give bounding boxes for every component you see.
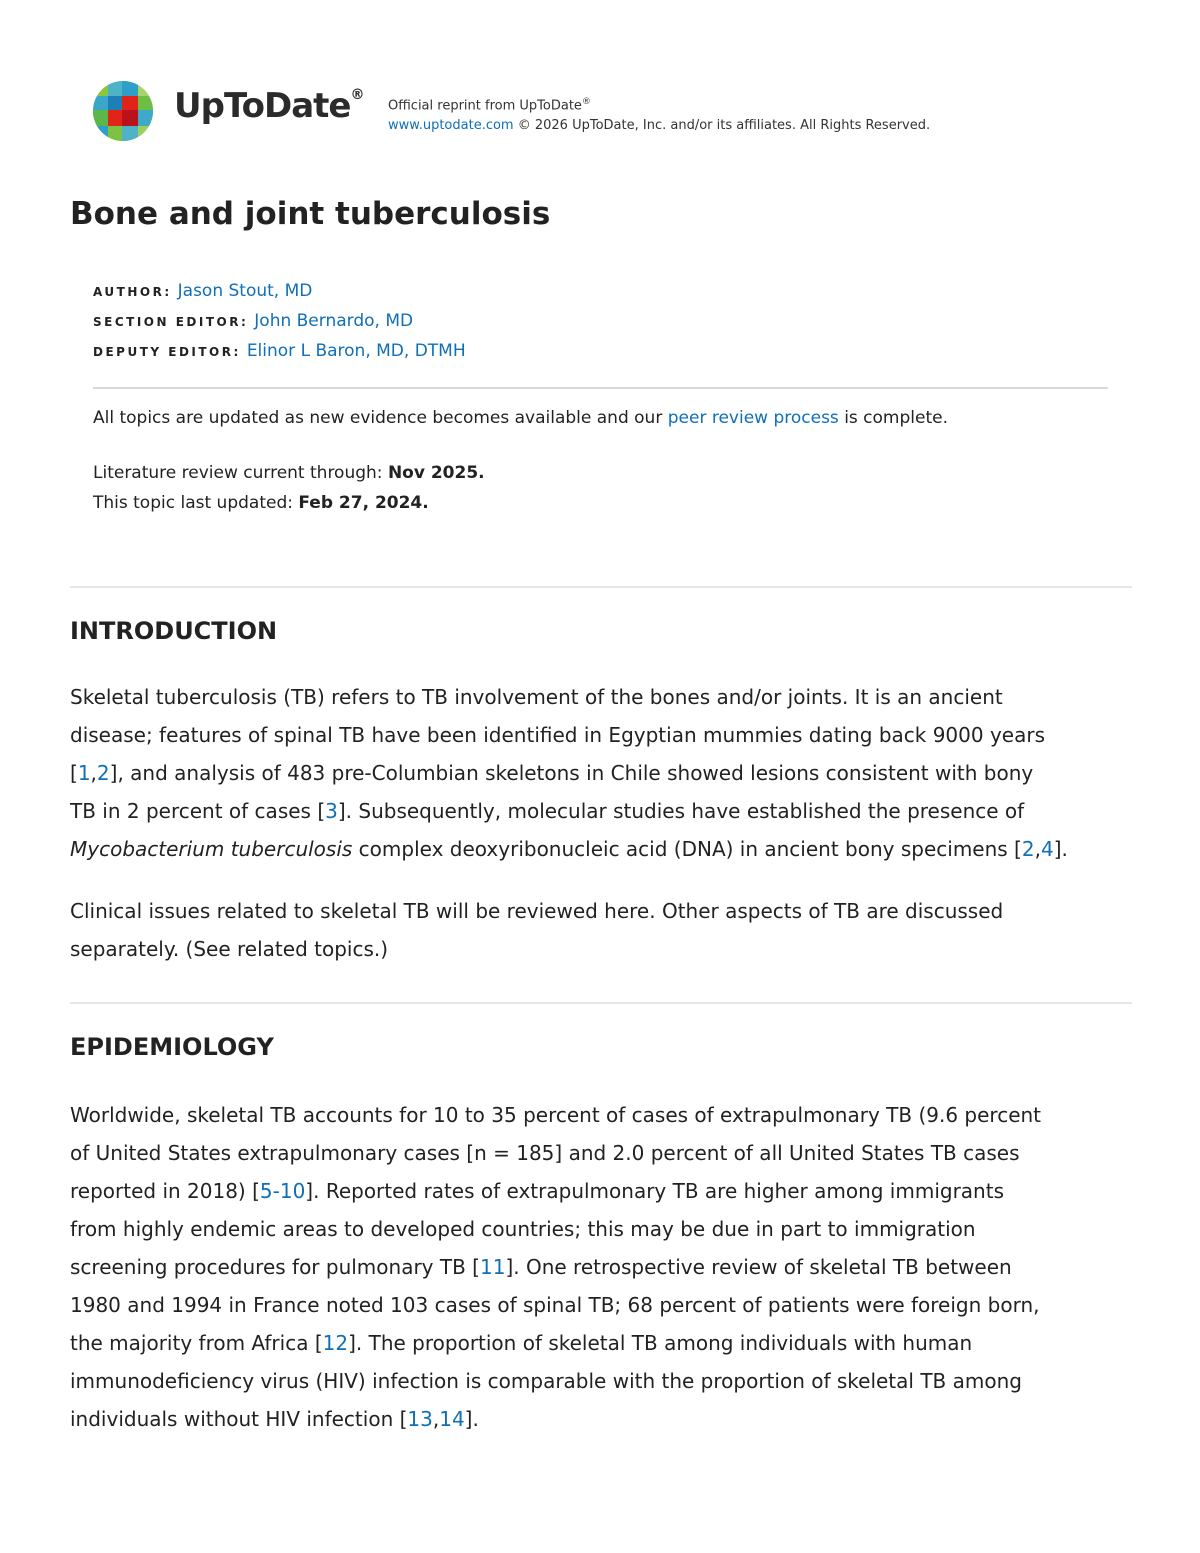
review-dates	[93, 458, 485, 518]
text-line: from highly endemic areas to developed countries; this may be due in part to immigration	[70, 1217, 976, 1241]
author-link[interactable]: Jason Stout, MD	[177, 281, 313, 301]
text-line: disease; features of spinal TB have been identified in Egyptian mummies dating back 9000 years	[70, 723, 1045, 747]
citation-link[interactable]: 4	[1040, 837, 1054, 861]
update-note	[93, 404, 948, 432]
topic-title: Bone and joint tuberculosis	[70, 196, 551, 232]
text-fragment: ].	[1053, 837, 1068, 861]
last-updated-label: This topic last updated:	[93, 493, 299, 513]
text-fragment: reported in 2018) [	[70, 1179, 260, 1203]
text-fragment: ]. One retrospective review of skeletal TB between	[505, 1255, 1012, 1279]
literature-review-label: Literature review current through:	[93, 463, 388, 483]
text-fragment: ], and analysis of 483 pre-Columbian skeletons in Chile showed lesions consistent with bony	[109, 761, 1034, 785]
citation-link[interactable]: 5-10	[259, 1179, 306, 1203]
last-updated-date: Feb 27, 2024.	[298, 493, 429, 513]
citation-link[interactable]: 12	[322, 1331, 349, 1355]
organism-name: Mycobacterium tuberculosis	[70, 837, 353, 861]
text-fragment: the majority from Africa [	[70, 1331, 323, 1355]
text-line	[70, 1248, 1132, 1286]
text-fragment: individuals without HIV infection [	[70, 1407, 408, 1431]
text-fragment: ].	[464, 1407, 479, 1431]
text-fragment: ,	[432, 1407, 440, 1431]
epidemiology-divider	[70, 1002, 1132, 1004]
section-editor-row	[93, 306, 1108, 336]
text-line: of United States extrapulmonary cases [n = 185] and 2.0 percent of all United States TB cases	[70, 1141, 1020, 1165]
peer-review-process-link[interactable]: peer review process	[667, 408, 839, 428]
epidemiology-heading: EPIDEMIOLOGY	[70, 1033, 274, 1061]
authors-divider	[93, 387, 1108, 389]
introduction-paragraph-1	[70, 678, 1132, 868]
reprint-label-line	[388, 92, 930, 116]
update-note-before: All topics are updated as new evidence becomes available and our	[93, 408, 668, 428]
text-line	[70, 792, 1132, 830]
copyright-text: © 2026 UpToDate, Inc. and/or its affiliates. All Rights Reserved.	[517, 118, 931, 134]
uptodate-logo-icon	[92, 80, 154, 142]
text-line: 1980 and 1994 in France noted 103 cases of spinal TB; 68 percent of patients were foreign born,	[70, 1293, 1040, 1317]
copyright-line	[388, 116, 930, 136]
uptodate-site-link[interactable]: www.uptodate.com	[388, 118, 514, 134]
text-fragment: TB in 2 percent of cases [	[70, 799, 326, 823]
citation-link[interactable]: 3	[325, 799, 338, 823]
text-fragment: ,	[90, 761, 97, 785]
introduction-heading: INTRODUCTION	[70, 617, 278, 645]
citation-link[interactable]: 2	[1021, 837, 1035, 861]
introduction-paragraph-2	[70, 892, 1132, 968]
text-line: separately. (See related topics.)	[70, 937, 389, 961]
text-line: Skeletal tuberculosis (TB) refers to TB involvement of the bones and/or joints. It is an ancient	[70, 685, 1003, 709]
text-fragment: ,	[1034, 837, 1041, 861]
deputy-editor-role: DEPUTY EDITOR:	[93, 345, 241, 359]
citation-link[interactable]: 13	[407, 1407, 433, 1431]
text-line	[70, 1324, 1132, 1362]
text-fragment: [	[70, 761, 78, 785]
text-line: immunodeficiency virus (HIV) infection is comparable with the proportion of skeletal TB among	[70, 1369, 1022, 1393]
text-fragment: complex deoxyribonucleic acid (DNA) in ancient bony specimens [	[352, 837, 1022, 861]
text-line	[70, 830, 1132, 868]
logo-text: UpToDate	[174, 86, 351, 126]
author-row	[93, 276, 1108, 306]
section-editor-link[interactable]: John Bernardo, MD	[254, 311, 414, 331]
deputy-editor-link[interactable]: Elinor L Baron, MD, DTMH	[246, 341, 466, 361]
last-updated-line	[93, 488, 485, 518]
citation-link[interactable]: 14	[439, 1407, 465, 1431]
citation-link[interactable]: 11	[479, 1255, 506, 1279]
section-editor-role: SECTION EDITOR:	[93, 315, 249, 329]
uptodate-wordmark	[174, 86, 363, 126]
introduction-divider	[70, 586, 1132, 588]
citation-link[interactable]: 2	[96, 761, 110, 785]
text-line	[70, 754, 1132, 792]
epidemiology-paragraph-1	[70, 1096, 1132, 1438]
text-line: Clinical issues related to skeletal TB will be reviewed here. Other aspects of TB are discussed	[70, 899, 1004, 923]
text-fragment: screening procedures for pulmonary TB [	[70, 1255, 480, 1279]
literature-review-date: Nov 2025.	[387, 463, 485, 483]
deputy-editor-row	[93, 336, 1108, 366]
reprint-header	[92, 80, 1112, 140]
literature-review-line	[93, 458, 485, 488]
author-list	[93, 276, 1108, 366]
text-fragment: ]. The proportion of skeletal TB among individuals with human	[348, 1331, 973, 1355]
reprint-registered-mark: ®	[581, 97, 591, 107]
text-fragment: ]. Reported rates of extrapulmonary TB are higher among immigrants	[305, 1179, 1004, 1203]
author-role: AUTHOR:	[93, 285, 172, 299]
reprint-label: Official reprint from UpToDate	[388, 98, 582, 114]
text-fragment: ]. Subsequently, molecular studies have established the presence of	[337, 799, 1025, 823]
update-note-after: is complete.	[838, 408, 948, 428]
reprint-info	[388, 92, 930, 136]
citation-link[interactable]: 1	[77, 761, 91, 785]
text-line	[70, 1400, 1132, 1438]
text-line: Worldwide, skeletal TB accounts for 10 to 35 percent of cases of extrapulmonary TB (9.6 percent	[70, 1103, 1042, 1127]
logo-registered-mark: ®	[350, 86, 364, 103]
text-line	[70, 1172, 1132, 1210]
